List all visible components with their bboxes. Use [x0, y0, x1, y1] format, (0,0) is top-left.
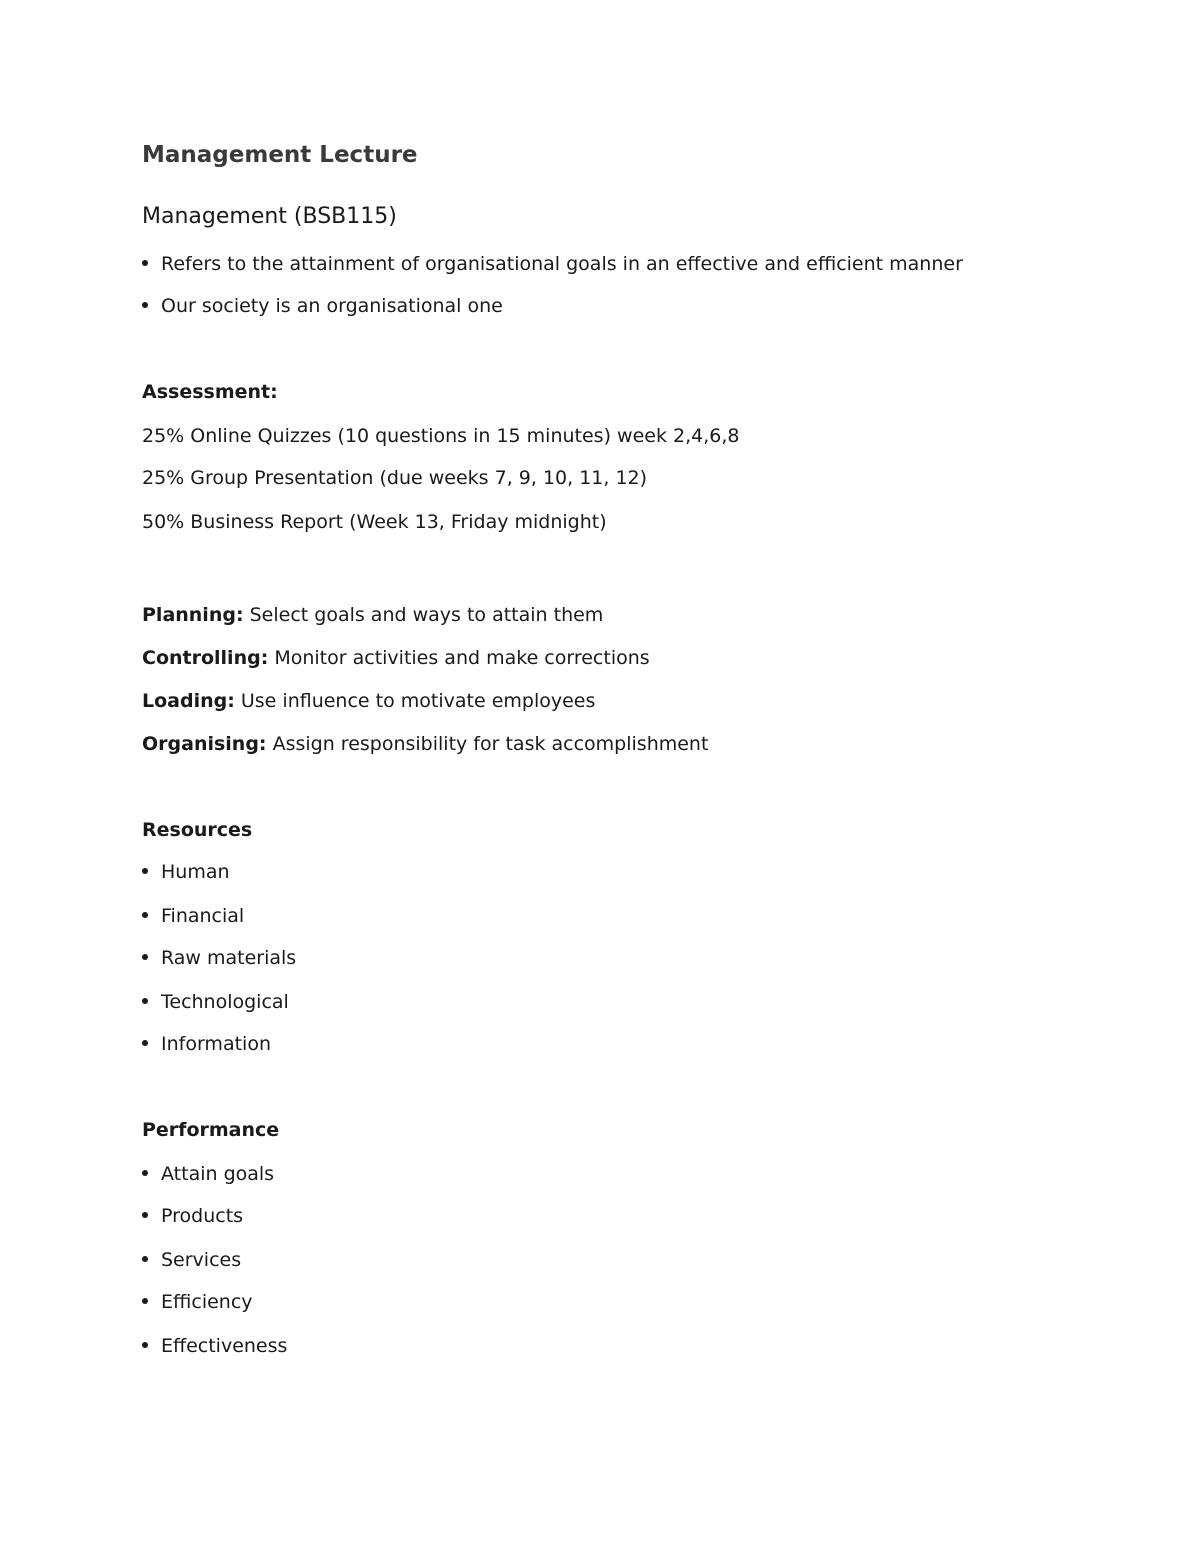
list-item: [142, 252, 963, 276]
list-item-text: Human: [161, 861, 230, 883]
function-text: Select goals and ways to attain them: [249, 604, 604, 626]
function-line: [142, 689, 595, 713]
list-item: [142, 1334, 287, 1358]
bullet-icon: [142, 1342, 148, 1348]
resources-heading: Resources: [142, 819, 253, 841]
bullet-icon: [142, 998, 148, 1004]
assessment-heading: Assessment:: [142, 381, 278, 403]
function-line: [142, 603, 603, 627]
list-item: [142, 1248, 241, 1272]
bullet-icon: [142, 1212, 148, 1218]
list-item-text: Refers to the attainment of organisational goals in an effective and efficient manner: [161, 253, 963, 275]
list-item-text: Technological: [161, 991, 289, 1013]
bullet-icon: [142, 868, 148, 874]
function-label: Loading:: [142, 690, 235, 712]
list-item-text: Information: [161, 1033, 271, 1055]
assessment-item: 25% Group Presentation (due weeks 7, 9, 10, 11, 12): [142, 467, 648, 489]
list-item-text: Financial: [161, 905, 245, 927]
list-item-text: Services: [161, 1249, 242, 1271]
function-text: Use influence to motivate employees: [240, 690, 596, 712]
assessment-item: 25% Online Quizzes (10 questions in 15 minutes) week 2,4,6,8: [142, 425, 740, 447]
list-item: [142, 904, 244, 928]
page-title: Management Lecture: [142, 142, 418, 168]
function-line: [142, 732, 708, 756]
bullet-icon: [142, 1040, 148, 1046]
list-item: [142, 946, 296, 970]
bullet-icon: [142, 1298, 148, 1304]
list-item: [142, 1162, 274, 1186]
list-item-text: Products: [161, 1205, 244, 1227]
performance-heading: Performance: [142, 1119, 280, 1141]
bullet-icon: [142, 1170, 148, 1176]
bullet-icon: [142, 302, 148, 308]
list-item: [142, 1204, 243, 1228]
function-line: [142, 646, 650, 670]
bullet-icon: [142, 954, 148, 960]
function-label: Controlling:: [142, 647, 269, 669]
list-item: [142, 1290, 253, 1314]
list-item-text: Our society is an organisational one: [161, 295, 503, 317]
list-item: [142, 1032, 271, 1056]
bullet-icon: [142, 912, 148, 918]
list-item-text: Efficiency: [161, 1291, 253, 1313]
course-subtitle: Management (BSB115): [142, 204, 397, 229]
bullet-icon: [142, 260, 148, 266]
list-item: [142, 294, 503, 318]
list-item-text: Effectiveness: [161, 1335, 288, 1357]
function-label: Organising:: [142, 733, 267, 755]
function-label: Planning:: [142, 604, 244, 626]
assessment-item: 50% Business Report (Week 13, Friday midnight): [142, 511, 607, 533]
list-item-text: Attain goals: [161, 1163, 275, 1185]
function-text: Monitor activities and make corrections: [274, 647, 650, 669]
list-item: [142, 990, 289, 1014]
list-item: [142, 860, 230, 884]
bullet-icon: [142, 1256, 148, 1262]
function-text: Assign responsibility for task accomplishment: [272, 733, 709, 755]
list-item-text: Raw materials: [161, 947, 297, 969]
